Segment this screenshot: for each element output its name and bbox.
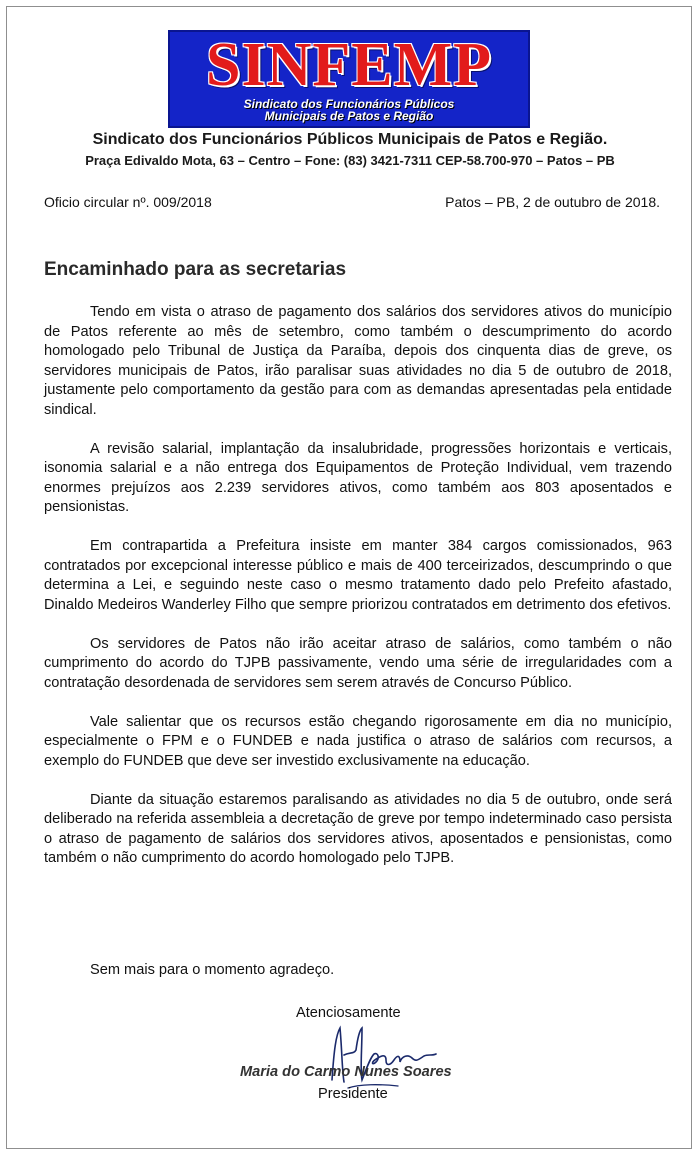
logo-subtitle-line1: Sindicato dos Funcionários Públicos xyxy=(243,97,455,111)
body-paragraph: Os servidores de Patos não irão aceitar atraso de salários, como também o não cumprimento do acordo do TJPB passivamente, vendo uma série de irregularidades com a contratação desordenada de servidores sem serem através de Concurso Público. xyxy=(44,635,672,691)
sinfemp-logo xyxy=(168,30,530,128)
organization-name: Sindicato dos Funcionários Públicos Municipais de Patos e Região. xyxy=(92,131,608,148)
signer-name: Maria do Carmo Nunes Soares xyxy=(240,1064,452,1080)
body-paragraph: Tendo em vista o atraso de pagamento dos salários dos servidores ativos do município de Patos referente ao mês de setembro, como também o descumprimento do acordo homologado pelo Tribunal de Justiça da Paraíba, depois dos cinquenta dias de greve, os servidores municipais de Patos, irão paralisar suas atividades no dia 5 de outubro de 2018, justamente pelo comportamento da gestão para com as demandas apresentadas pela entidade sindical. xyxy=(44,304,672,418)
body-paragraph: Diante da situação estaremos paralisando as atividades no dia 5 de outubro, onde será deliberado na referida assembleia a decretação de greve por tempo indeterminado caso persista o atraso de pagamento de salários dos servidores ativos, aposentados e pensionistas, como também o não cumprimento do acordo homologado pelo TJPB. xyxy=(44,791,672,866)
letter-reference: Oficio circular nº. 009/2018 xyxy=(44,194,212,210)
letter-heading: Encaminhado para as secretarias xyxy=(44,259,347,280)
regards-line: Atenciosamente xyxy=(296,1005,401,1021)
logo-subtitle-line2: Municipais de Patos e Região xyxy=(264,109,434,123)
letter-body xyxy=(44,303,672,888)
logo-title: SINFEMP xyxy=(206,31,492,99)
signer-role: Presidente xyxy=(318,1086,388,1102)
body-paragraph: Vale salientar que os recursos estão chegando rigorosamente em dia no município, especialmente o FPM e o FUNDEB e nada justifica o atraso de salários com recursos, a exemplo do FUNDEB que deve ser investido exclusivamente na educação. xyxy=(44,713,672,769)
body-paragraph: Em contrapartida a Prefeitura insiste em manter 384 cargos comissionados, 963 contratados por excepcional interesse público e mais de 400 terceirizados, descumprindo o que determina a Lei, e seguindo neste caso o mesmo tratamento dado pelo Prefeito afastado, Dinaldo Medeiros Wanderley Filho que sempre priorizou contratados em detrimento dos efetivos. xyxy=(44,538,672,613)
closing-line: Sem mais para o momento agradeço. xyxy=(90,962,335,978)
organization-address: Praça Edivaldo Mota, 63 – Centro – Fone: (83) 3421-7311 CEP-58.700-970 – Patos – PB xyxy=(85,153,615,168)
body-paragraph: A revisão salarial, implantação da insalubridade, progressões horizontais e verticais, isonomia salarial e a não entrega dos Equipamentos de Proteção Individual, vem trazendo enormes prejuízos aos 2.239 servidores ativos, como também aos 803 aposentados e pensionistas. xyxy=(44,440,672,515)
letter-place-date: Patos – PB, 2 de outubro de 2018. xyxy=(445,194,660,210)
